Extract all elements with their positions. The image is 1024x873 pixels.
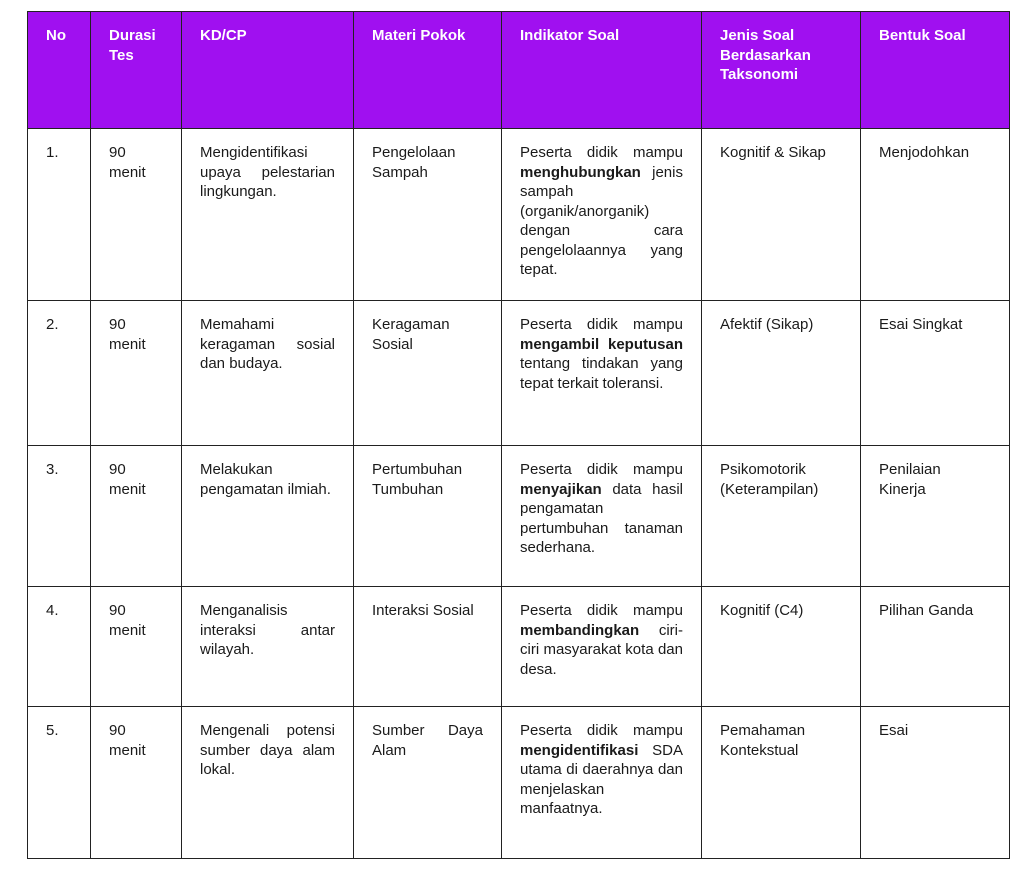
header-no: No	[28, 12, 91, 129]
cell-indikator	[502, 587, 702, 707]
cell-kdcp: Melakukan pengamatan ilmiah.	[182, 446, 354, 587]
indikator-keyword: menghubungkan	[520, 163, 641, 181]
cell-durasi: 90 menit	[91, 587, 182, 707]
cell-kdcp: Mengidentifikasi upaya pelestarian lingkungan.	[182, 129, 354, 301]
cell-jenis: Kognitif (C4)	[702, 587, 861, 707]
indikator-suffix: jenis sampah (organik/anorganik) dengan cara pengelolaannya yang tepat.	[520, 163, 683, 278]
table-row	[28, 587, 1010, 707]
cell-no: 1.	[28, 129, 91, 301]
cell-materi: Pertumbuhan Tumbuhan	[354, 446, 502, 587]
cell-bentuk: Pilihan Ganda	[861, 587, 1010, 707]
cell-kdcp: Mengenali potensi sumber daya alam lokal.	[182, 707, 354, 859]
indikator-prefix: Peserta didik mampu	[520, 461, 683, 478]
cell-indikator	[502, 446, 702, 587]
cell-no: 4.	[28, 587, 91, 707]
cell-kdcp: Memahami keragaman sosial dan budaya.	[182, 301, 354, 446]
header-kdcp: KD/CP	[182, 12, 354, 129]
cell-jenis: Kognitif & Sikap	[702, 129, 861, 301]
indikator-suffix: ciri-ciri masyarakat kota dan desa.	[520, 621, 683, 678]
header-jenis: Jenis Soal Berdasarkan Taksonomi	[702, 12, 861, 129]
cell-no: 5.	[28, 707, 91, 859]
cell-materi: Interaksi Sosial	[354, 587, 502, 707]
cell-jenis: Pemahaman Kontekstual	[702, 707, 861, 859]
cell-materi: Pengelolaan Sampah	[354, 129, 502, 301]
indikator-suffix: SDA utama di daerahnya dan menjelaskan manfaatnya.	[520, 741, 683, 817]
indikator-prefix: Peserta didik mampu	[520, 316, 683, 333]
table-row	[28, 446, 1010, 587]
table-row	[28, 129, 1010, 301]
cell-no: 3.	[28, 446, 91, 587]
indikator-keyword: membandingkan	[520, 621, 640, 639]
cell-durasi: 90 menit	[91, 707, 182, 859]
indikator-prefix: Peserta didik mampu	[520, 602, 683, 619]
cell-bentuk: Esai Singkat	[861, 301, 1010, 446]
indikator-suffix: tentang tindakan yang tepat terkait toleransi.	[520, 355, 683, 392]
header-materi: Materi Pokok	[354, 12, 502, 129]
cell-materi: Sumber Daya Alam	[354, 707, 502, 859]
kisi-kisi-table	[27, 11, 1010, 859]
table-row	[28, 707, 1010, 859]
indikator-keyword: mengidentifikasi	[520, 741, 639, 759]
header-indikator: Indikator Soal	[502, 12, 702, 129]
header-row	[28, 12, 1010, 129]
cell-bentuk: Penilaian Kinerja	[861, 446, 1010, 587]
cell-indikator	[502, 301, 702, 446]
cell-bentuk: Esai	[861, 707, 1010, 859]
indikator-suffix: data hasil pengamatan pertumbuhan tanaman sederhana.	[520, 480, 683, 556]
cell-durasi: 90 menit	[91, 446, 182, 587]
cell-jenis: Psikomotorik (Keterampilan)	[702, 446, 861, 587]
cell-indikator	[502, 707, 702, 859]
indikator-prefix: Peserta didik mampu	[520, 144, 683, 161]
indikator-keyword: mengambil keputusan	[520, 335, 683, 353]
header-durasi: Durasi Tes	[91, 12, 182, 129]
cell-jenis: Afektif (Sikap)	[702, 301, 861, 446]
indikator-prefix: Peserta didik mampu	[520, 722, 683, 739]
cell-indikator	[502, 129, 702, 301]
cell-kdcp: Menganalisis interaksi antar wilayah.	[182, 587, 354, 707]
cell-durasi: 90 menit	[91, 129, 182, 301]
table-row	[28, 301, 1010, 446]
cell-no: 2.	[28, 301, 91, 446]
header-bentuk: Bentuk Soal	[861, 12, 1010, 129]
cell-materi: Keragaman Sosial	[354, 301, 502, 446]
indikator-keyword: menyajikan	[520, 480, 602, 498]
cell-durasi: 90 menit	[91, 301, 182, 446]
cell-bentuk: Menjodohkan	[861, 129, 1010, 301]
